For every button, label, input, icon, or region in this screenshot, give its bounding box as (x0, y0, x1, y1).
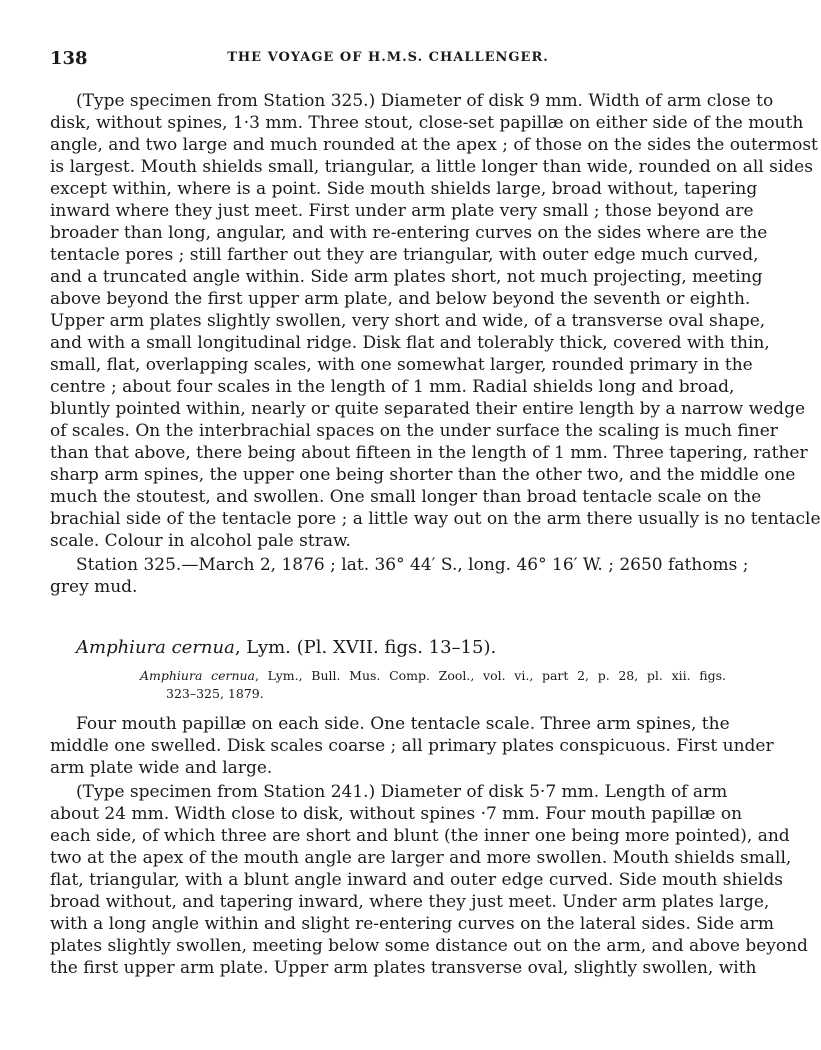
paragraph-line: with a long angle within and slight re-entering curves on the lateral sides. Side arm (50, 914, 774, 934)
species-heading (76, 637, 496, 658)
paragraph-line: centre ; about four scales in the length of 1 mm. Radial shields long and broad, (50, 377, 735, 397)
paragraph-line: each side, of which three are short and blunt (the inner one being more pointed), and (50, 826, 790, 846)
species-name: Amphiura cernua (76, 637, 235, 658)
page-number: 138 (50, 48, 88, 69)
reference-line1-rest: , Lym., Bull. Mus. Comp. Zool., vol. vi., part 2, p. 28, pl. xii. figs. (255, 668, 726, 683)
reference-name: Amphiura cernua (140, 668, 256, 683)
paragraph-line: disk, without spines, 1·3 mm. Three stout, close-set papillæ on either side of the mouth (50, 113, 804, 133)
reference-line: 323–325, 1879. (166, 686, 264, 701)
reference-line (140, 667, 726, 685)
paragraph-line: than that above, there being about fifteen in the length of 1 mm. Three tapering, rather (50, 443, 808, 463)
paragraph-line: broad without, and tapering inward, where they just meet. Under arm plates large, (50, 892, 770, 912)
paragraph-line: (Type specimen from Station 325.) Diameter of disk 9 mm. Width of arm close to (76, 91, 774, 111)
paragraph-line: angle, and two large and much rounded at the apex ; of those on the sides the outermost (50, 135, 818, 155)
paragraph-line: Upper arm plates slightly swollen, very short and wide, of a transverse oval shape, (50, 311, 766, 331)
paragraph-line: of scales. On the interbrachial spaces on the under surface the scaling is much finer (50, 421, 778, 441)
paragraph-line: two at the apex of the mouth angle are larger and more swollen. Mouth shields small, (50, 848, 792, 868)
paragraph-line: tentacle pores ; still farther out they are triangular, with outer edge much curved, (50, 245, 759, 265)
paragraph-line: much the stoutest, and swollen. One small longer than broad tentacle scale on the (50, 487, 762, 507)
paragraph-line: flat, triangular, with a blunt angle inward and outer edge curved. Side mouth shields (50, 870, 783, 890)
paragraph-line: small, flat, overlapping scales, with one somewhat larger, rounded primary in the (50, 355, 753, 375)
station-line: grey mud. (50, 577, 138, 597)
paragraph-line: inward where they just meet. First under arm plate very small ; those beyond are (50, 201, 754, 221)
diagnosis-line: middle one swelled. Disk scales coarse ; all primary plates conspicuous. First under (50, 736, 774, 756)
paragraph-line: the first upper arm plate. Upper arm plates transverse oval, slightly swollen, with (50, 958, 757, 978)
paragraph-line: sharp arm spines, the upper one being shorter than the other two, and the middle one (50, 465, 796, 485)
paragraph-line: (Type specimen from Station 241.) Diameter of disk 5·7 mm. Length of arm (76, 782, 728, 802)
paragraph-line: about 24 mm. Width close to disk, without spines ·7 mm. Four mouth papillæ on (50, 804, 743, 824)
paragraph-line: broader than long, angular, and with re-entering curves on the sides where are the (50, 223, 768, 243)
paragraph-line: and with a small longitudinal ridge. Disk flat and tolerably thick, covered with thin, (50, 333, 770, 353)
paragraph-line: scale. Colour in alcohol pale straw. (50, 531, 351, 551)
page-header (50, 48, 726, 70)
paragraph-line: is largest. Mouth shields small, triangular, a little longer than wide, rounded on all sides (50, 157, 813, 177)
station-line: Station 325.—March 2, 1876 ; lat. 36° 44′ S., long. 46° 16′ W. ; 2650 fathoms ; (76, 555, 749, 575)
paragraph-line: except within, where is a point. Side mouth shields large, broad without, tapering (50, 179, 758, 199)
species-heading-rest: , Lym. (Pl. XVII. figs. 13–15). (234, 637, 497, 658)
paragraph-line: plates slightly swollen, meeting below some distance out on the arm, and above beyond (50, 936, 808, 956)
paragraph-line: brachial side of the tentacle pore ; a little way out on the arm there usually is no tentacle (50, 509, 821, 529)
paragraph-line: and a truncated angle within. Side arm plates short, not much projecting, meeting (50, 267, 763, 287)
diagnosis-line: arm plate wide and large. (50, 758, 273, 778)
running-title: THE VOYAGE OF H.M.S. CHALLENGER. (227, 50, 549, 65)
diagnosis-line: Four mouth papillæ on each side. One tentacle scale. Three arm spines, the (76, 714, 730, 734)
paragraph-line: above beyond the first upper arm plate, and below beyond the seventh or eighth. (50, 289, 751, 309)
paragraph-line: bluntly pointed within, nearly or quite separated their entire length by a narrow wedge (50, 399, 806, 419)
